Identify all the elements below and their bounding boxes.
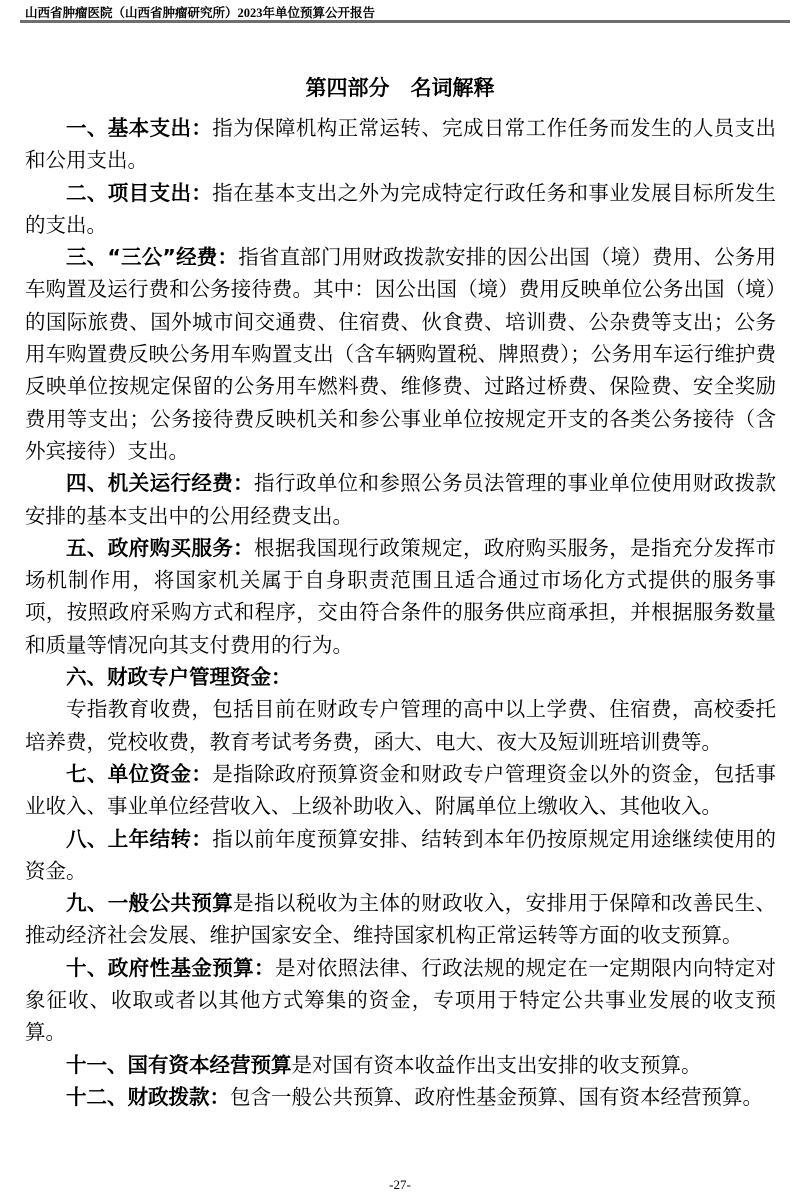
term-label: 一、基本支出： [66, 116, 213, 140]
term-label: 十二、财政拨款： [66, 1084, 230, 1109]
term-label: 九、一般公共预算 [66, 891, 234, 916]
section-title: 第四部分 名词解释 [305, 77, 495, 100]
term-label: 十、政府性基金预算： [66, 955, 275, 980]
header-rule [20, 20, 790, 23]
term-label: 五、政府购买服务： [66, 535, 255, 560]
glossary-paragraph: 十二、财政拨款：包含一般公共预算、政府性基金预算、国有资本经营预算。 [66, 1084, 763, 1109]
report-title: 山西省肿瘤医院（山西省肿瘤研究所）2023年单位预算公开报告 [25, 6, 376, 20]
glossary-paragraph: 三、“三公”经费：指省直部门用财政拨款安排的因公出国（境）费用、公务用车购置及运行费和公务接待费。其中：因公出国（境）费用反映单位公务出国（境）的国际旅费、国外城市间交通费、住宿费、伙食费、培训费、公杂费等支出；公务用车购置费反映公务用车购置支出（含车辆购置税、牌照费）；公务用车运行维护费反映单位按规定保留的公务用车燃料费、维修费、过路过桥费、保险费、安全奖励费用等支出；公务接待费反映机关和参公事业单位按规定开支的各类公务接待（含外宾接待）支出。 [25, 245, 776, 463]
glossary-paragraph: 八、上年结转：指以前年度预算安排、结转到本年仍按原规定用途继续使用的资金。 [25, 826, 777, 883]
glossary-paragraph: 五、政府购买服务：根据我国现行政策规定，政府购买服务，是指充分发挥市场机制作用，将国家机关属于自身职责范围且适合通过市场化方式提供的服务事项，按照政府采购方式和程序，交由符合条件的服务供应商承担，并根据服务数量和质量等情况向其支付费用的行为。 [25, 535, 776, 657]
glossary-paragraph [25, 661, 776, 693]
page-number: -27- [389, 1177, 411, 1192]
glossary-paragraph: 一、基本支出：指为保障机构正常运转、完成日常工作任务而发生的人员支出和公用支出。 [25, 116, 777, 173]
glossary-paragraph: 四、机关运行经费：指行政单位和参照公务员法管理的事业单位使用财政拨款安排的基本支出中的公用经费支出。 [25, 471, 776, 528]
term-label: 二、项目支出： [66, 180, 213, 205]
term-label: 十一、国有资本经营预算 [66, 1052, 292, 1077]
glossary-paragraph: 二、项目支出：指在基本支出之外为完成特定行政任务和事业发展目标所发生的支出。 [25, 180, 777, 237]
glossary-paragraph: 十一、国有资本经营预算是对国有资本收益作出支出安排的收支预算。 [66, 1052, 702, 1077]
page-footer [0, 1176, 800, 1194]
glossary-paragraph: 九、一般公共预算是指以税收为主体的财政收入，安排用于保障和改善民生、推动经济社会发展、维护国家安全、维持国家机构正常运转等方面的收支预算。 [25, 891, 777, 948]
glossary-paragraph: 十、政府性基金预算：是对依照法律、行政法规的规定在一定期限内向特定对象征收、收取或者以其他方式筹集的资金，专项用于特定公共事业发展的收支预算。 [25, 955, 777, 1045]
term-label: 四、机关运行经费： [66, 471, 255, 496]
term-label: 六、财政专户管理资金： [66, 665, 292, 690]
term-label: 八、上年结转： [66, 826, 213, 851]
term-label: 三、“三公”经费： [66, 245, 239, 270]
glossary-paragraphs [25, 112, 776, 1113]
term-label: 七、单位资金： [66, 761, 213, 786]
glossary-paragraph: 七、单位资金：是指除政府预算资金和财政专户管理资金以外的资金，包括事业收入、事业单位经营收入、上级补助收入、附属单位上缴收入、其他收入。 [25, 761, 777, 819]
glossary-paragraph: 专指教育收费，包括目前在财政专户管理的高中以上学费、住宿费，高校委托培养费，党校收费，教育考试考务费，函大、电大、夜大及短训班培训费等。 [25, 697, 776, 754]
